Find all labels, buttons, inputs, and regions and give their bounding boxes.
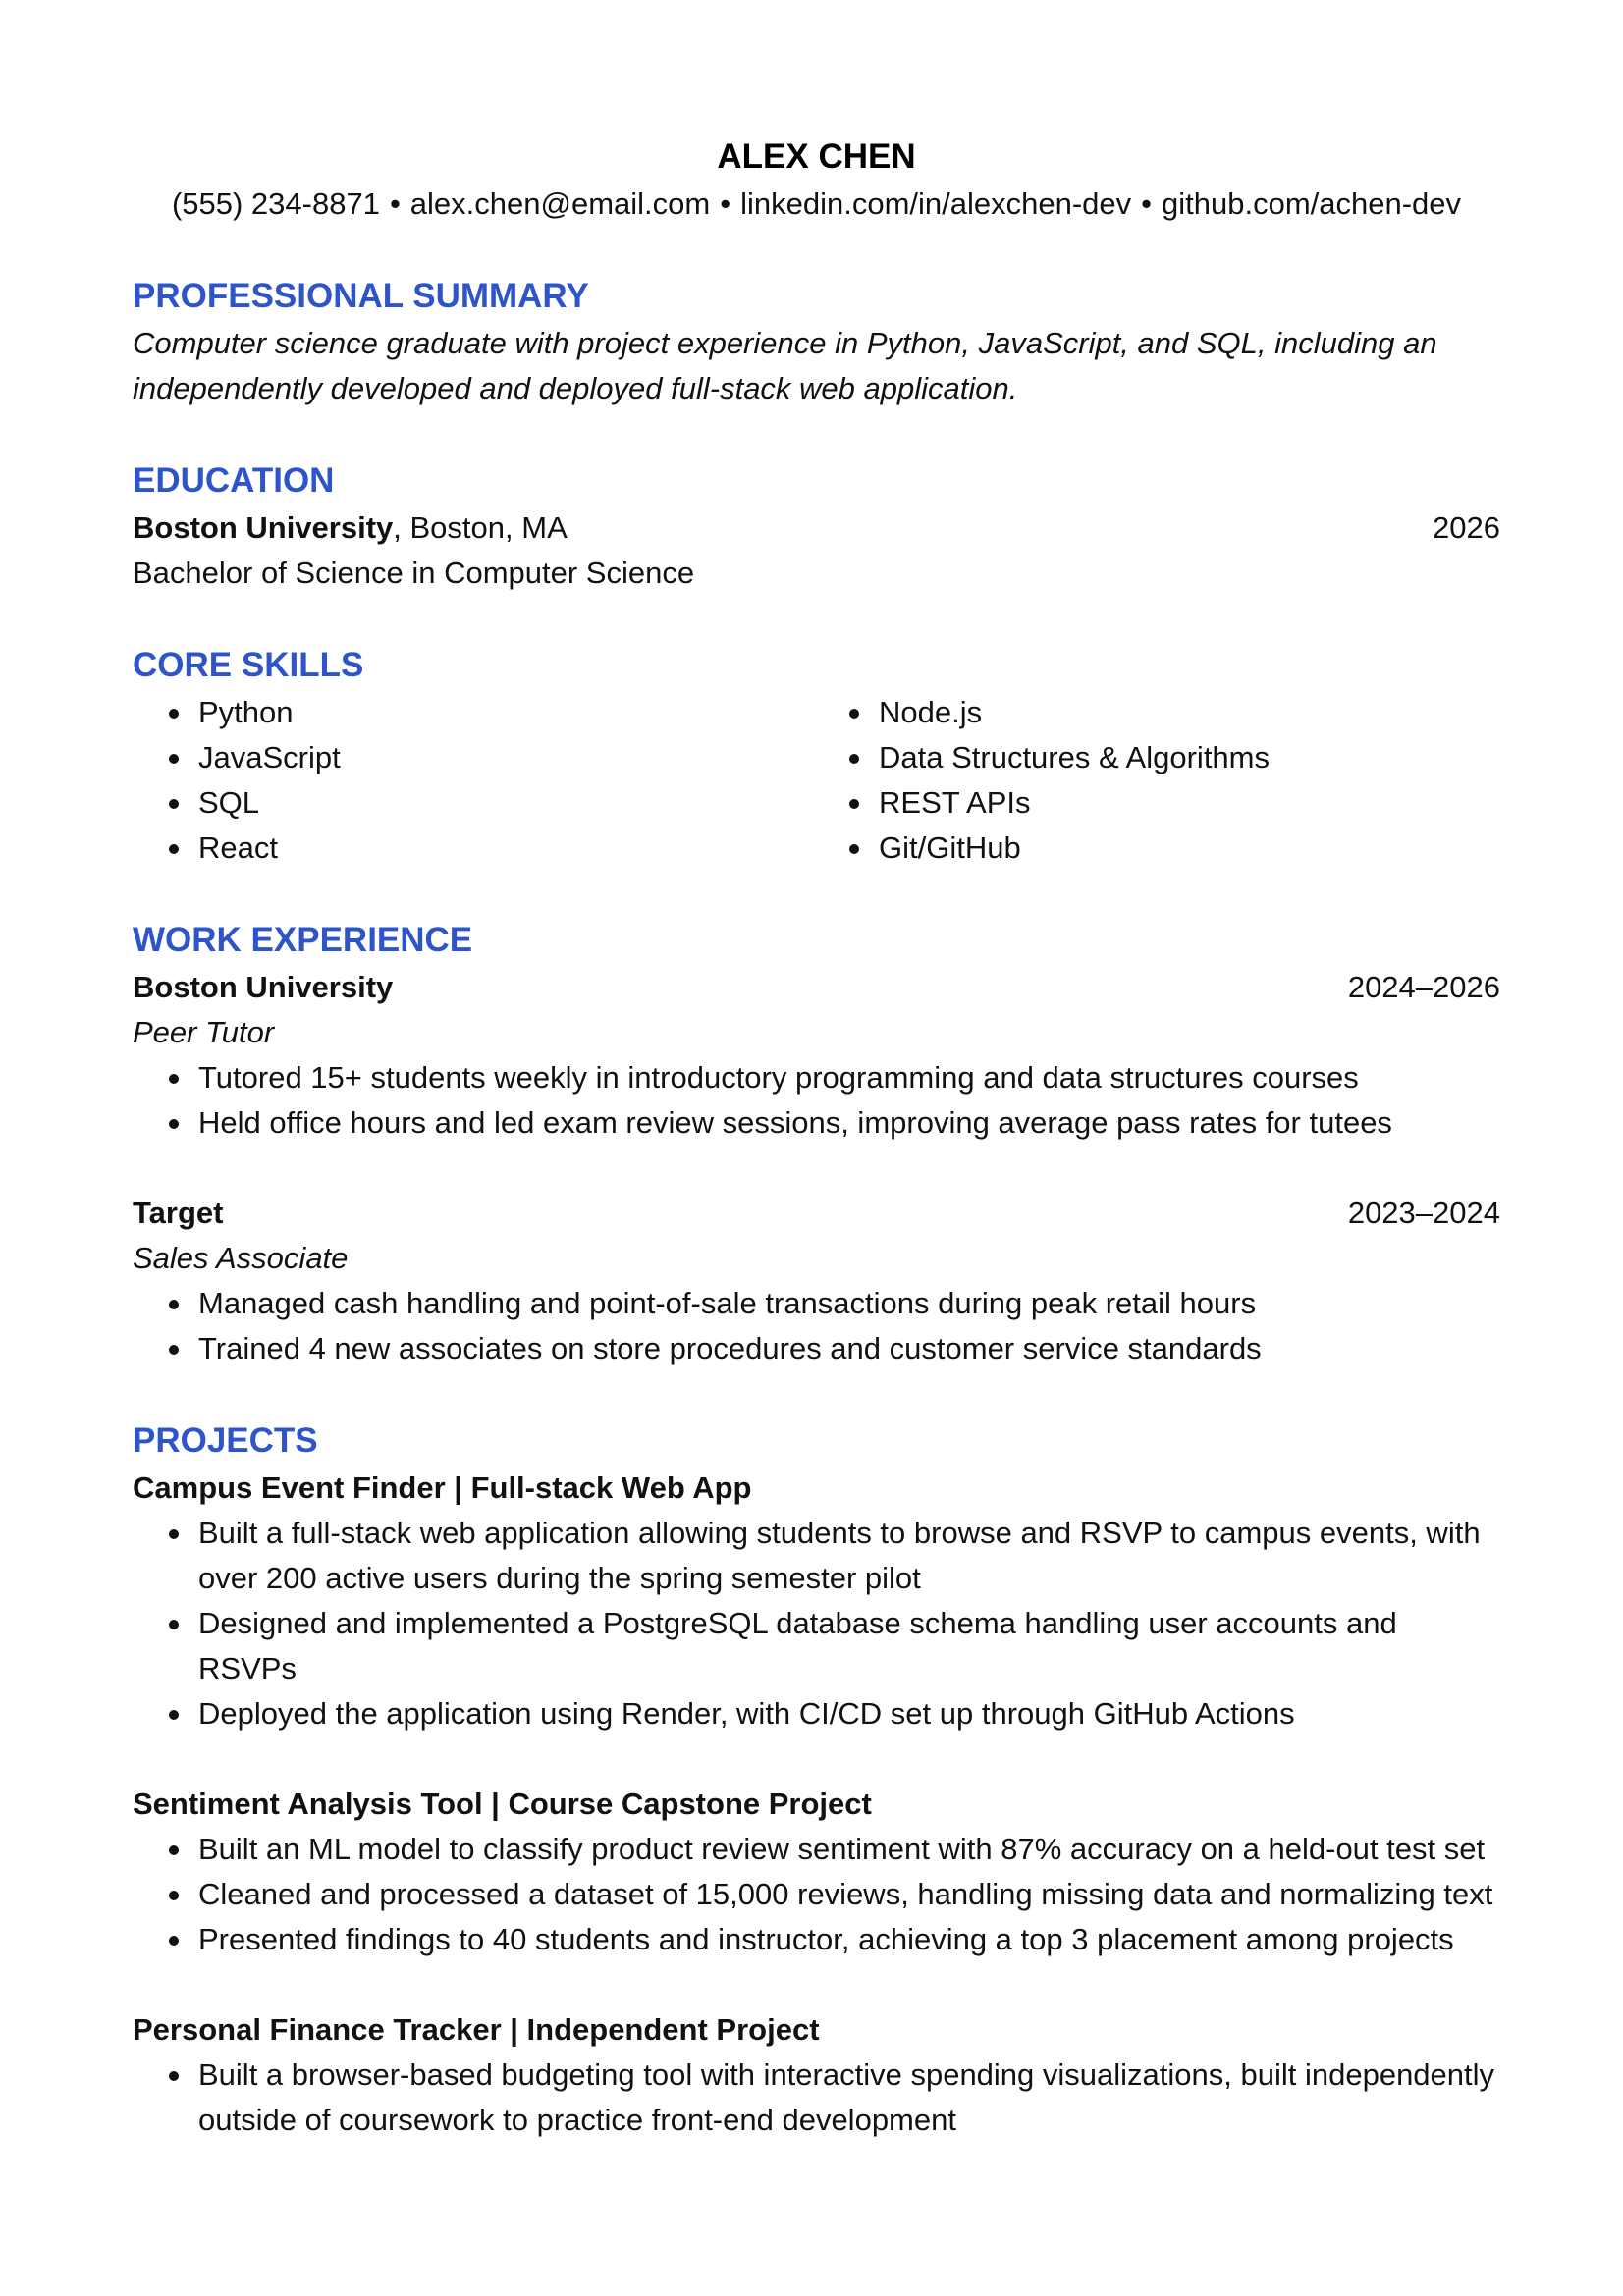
school-name: Boston University (133, 510, 394, 545)
job-company: Boston University (133, 970, 394, 1004)
project-entry (133, 1782, 1500, 1962)
project-name: Sentiment Analysis Tool | Course Capstone Project (133, 1787, 872, 1821)
phone-number: (555) 234-8871 (171, 187, 380, 221)
project-bullet: Presented findings to 40 students and instructor, achieving a top 3 placement among projects (198, 1917, 1500, 1962)
job-dates: 2023–2024 (1347, 1196, 1500, 1230)
education-title: EDUCATION (133, 461, 335, 500)
job-bullets (133, 1281, 1500, 1371)
skill-item: REST APIs (879, 780, 1500, 826)
skills-section (133, 641, 1500, 871)
project-entry (133, 1466, 1500, 1736)
education-section (133, 456, 1500, 596)
linkedin-url: linkedin.com/in/alexchen-dev (740, 187, 1132, 221)
skill-item: Python (198, 690, 813, 735)
job-role: Sales Associate (133, 1241, 349, 1275)
job-header (133, 1191, 1500, 1236)
job-company: Target (133, 1196, 224, 1230)
graduation-year: 2026 (1433, 510, 1500, 545)
contact-separator: • (720, 187, 731, 221)
project-bullets (133, 1511, 1500, 1736)
projects-title: PROJECTS (133, 1421, 318, 1460)
job-bullet: Managed cash handling and point-of-sale transactions during peak retail hours (198, 1281, 1500, 1326)
email-address: alex.chen@email.com (409, 187, 711, 221)
skill-item: Git/GitHub (879, 826, 1500, 871)
skills-list-right (813, 690, 1500, 871)
job-entry (133, 965, 1500, 1146)
projects-section (133, 1416, 1500, 2143)
job-bullets (133, 1055, 1500, 1146)
job-header (133, 965, 1500, 1010)
github-url: github.com/achen-dev (1162, 187, 1462, 221)
contact-line (133, 182, 1500, 227)
skill-item: Node.js (879, 690, 1500, 735)
project-bullet: Designed and implemented a PostgreSQL database schema handling user accounts and RSVPs (198, 1601, 1500, 1691)
project-name: Campus Event Finder | Full-stack Web App (133, 1470, 752, 1505)
project-bullet: Cleaned and processed a dataset of 15,000 reviews, handling missing data and normalizing text (198, 1872, 1500, 1917)
job-bullet: Tutored 15+ students weekly in introductory programming and data structures courses (198, 1055, 1500, 1100)
skills-list-left (133, 690, 813, 871)
summary-title: PROFESSIONAL SUMMARY (133, 277, 589, 315)
skills-title: CORE SKILLS (133, 646, 364, 684)
project-bullet: Built a browser-based budgeting tool with interactive spending visualizations, built independently outside of coursework to practice front-end development (198, 2053, 1500, 2143)
project-bullet: Built a full-stack web application allowing students to browse and RSVP to campus events, with over 200 active users during the spring semester pilot (198, 1511, 1500, 1601)
job-entry (133, 1191, 1500, 1371)
experience-title: WORK EXPERIENCE (133, 921, 473, 959)
skill-item: SQL (198, 780, 813, 826)
skills-grid (133, 690, 1500, 871)
job-bullet: Trained 4 new associates on store procedures and customer service standards (198, 1326, 1500, 1371)
candidate-name: ALEX CHEN (717, 137, 916, 176)
contact-separator: • (389, 187, 401, 221)
project-bullet: Deployed the application using Render, with CI/CD set up through GitHub Actions (198, 1691, 1500, 1736)
job-dates: 2024–2026 (1347, 970, 1500, 1004)
project-name: Personal Finance Tracker | Independent Project (133, 2012, 820, 2047)
experience-section (133, 916, 1500, 1371)
education-institution (133, 506, 568, 551)
school-location: , Boston, MA (393, 510, 568, 545)
skill-item: React (198, 826, 813, 871)
job-role: Peer Tutor (133, 1015, 275, 1049)
project-bullet: Built an ML model to classify product review sentiment with 87% accuracy on a held-out test set (198, 1827, 1500, 1872)
project-bullets (133, 1827, 1500, 1962)
summary-text: Computer science graduate with project experience in Python, JavaScript, and SQL, including an independently developed and deployed full-stack web application. (133, 326, 1437, 405)
education-row (133, 506, 1500, 551)
degree: Bachelor of Science in Computer Science (133, 556, 695, 590)
summary-section (133, 272, 1500, 411)
skill-item: Data Structures & Algorithms (879, 735, 1500, 780)
project-bullets (133, 2053, 1500, 2143)
skill-item: JavaScript (198, 735, 813, 780)
job-bullet: Held office hours and led exam review sessions, improving average pass rates for tutees (198, 1100, 1500, 1146)
project-entry (133, 2007, 1500, 2143)
contact-separator: • (1141, 187, 1153, 221)
